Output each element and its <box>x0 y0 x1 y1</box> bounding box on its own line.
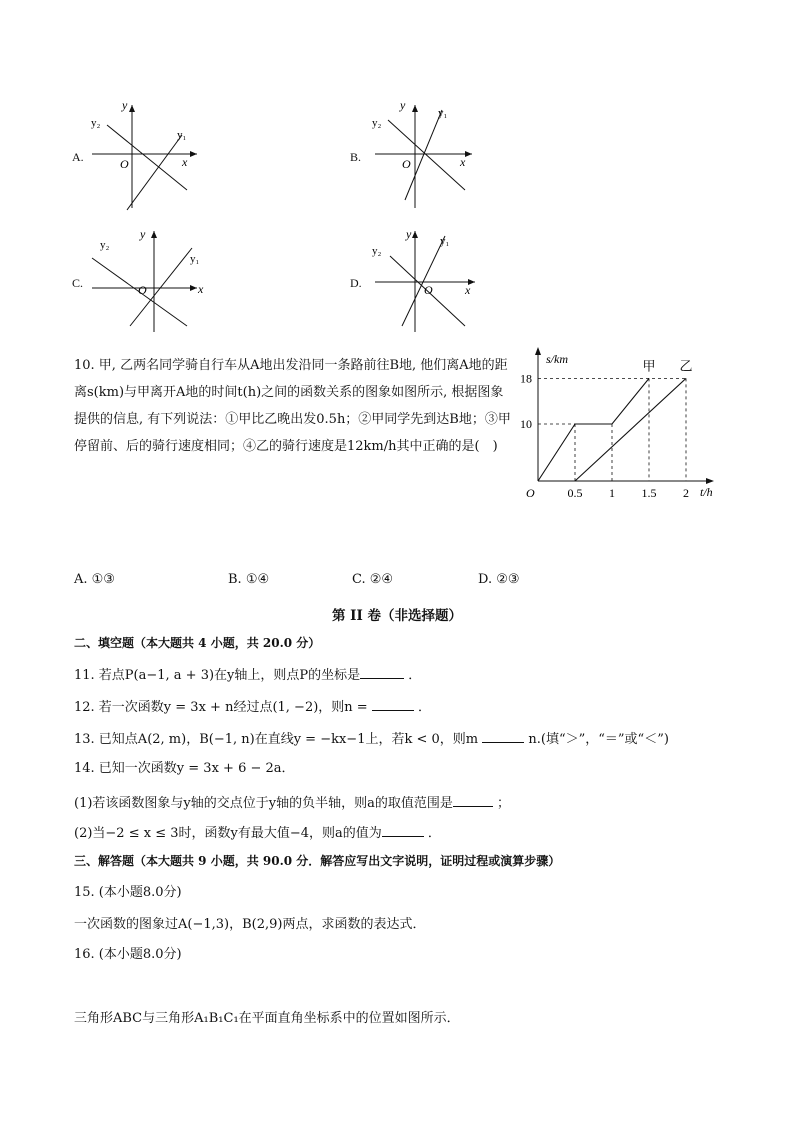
answer-blank[interactable] <box>382 822 424 837</box>
question-11-end: ． <box>408 668 422 683</box>
y-tick-label: 18 <box>520 371 532 386</box>
x-axis-label: x <box>198 282 204 296</box>
question-12-text: 12. 若一次函数y = 3x + n经过点(1, −2)，则n = <box>74 700 372 715</box>
y1-label: y₁ <box>440 235 450 247</box>
x-axis-label: t/h <box>700 485 713 499</box>
y-axis-label: y <box>406 227 412 241</box>
x-tick-label: 1 <box>609 486 615 500</box>
y2-label: y₂ <box>100 239 110 251</box>
y2-label: y₂ <box>91 117 101 129</box>
option-letter: A. <box>72 150 84 164</box>
question-12 <box>74 696 431 717</box>
question-14-part-1 <box>74 792 510 813</box>
y2-label: y₂ <box>372 245 382 257</box>
answer-option-a: A. ①③ <box>74 572 115 587</box>
question-13-text: 13. 已知点A(2, m)，B(−1, n)在直线y = −kx−1上，若k < 0，则m <box>74 732 479 747</box>
option-graph-b <box>350 100 490 215</box>
question-10-text: 10. 甲, 乙两名同学骑自行车从A地出发沿同一条路前往B地, 他们离A地的距离s(km)与甲离开A地的时间t(h)之间的函数关系的图象如图所示, 根据图象提供的信息, 有下列说法：①甲比乙晚出发0.5h；②甲同学先到达B地；③甲停留前、后的骑行速度相同；④乙的骑行速度是12km/h其中正确的是( ) <box>74 358 511 454</box>
origin-label: O <box>526 486 535 500</box>
section-2-heading: 二、填空题（本大题共 4 小题，共 20.0 分） <box>74 636 321 650</box>
series-label-1: 甲 <box>642 358 656 374</box>
section-3-heading: 三、解答题（本大题共 9 小题，共 90.0 分．解答应写出文字说明，证明过程或演算步骤） <box>74 854 561 868</box>
question-11 <box>74 664 421 685</box>
x-axis-label: x <box>465 283 471 297</box>
distance-time-chart <box>512 345 732 505</box>
question-14-stem: 14. 已知一次函数y = 3x + 6 − 2a． <box>74 761 295 776</box>
y1-label: y₁ <box>177 129 187 141</box>
question-11-text: 11. 若点P(a−1, a + 3)在y轴上，则点P的坐标是 <box>74 668 361 683</box>
y-tick-label: 10 <box>520 417 532 431</box>
origin-label: O <box>424 283 433 297</box>
question-13 <box>74 728 669 749</box>
answer-option-d: D. ②③ <box>478 572 520 587</box>
question-14-part-1-end: ； <box>497 796 511 811</box>
y-axis-label: y <box>140 227 146 241</box>
option-graph-a <box>72 100 212 215</box>
question-14-part-2-end: ． <box>427 826 441 841</box>
y1-label: y₁ <box>438 107 448 119</box>
answer-option-b: B. ①④ <box>228 572 270 587</box>
question-16-body: 三角形ABC与三角形A₁B₁C₁在平面直角坐标系中的位置如图所示． <box>74 1011 460 1026</box>
graph-a-svg <box>72 100 212 215</box>
y-axis-label: y <box>400 98 406 112</box>
x-tick-label: 1.5 <box>641 486 657 500</box>
question-12-end: ． <box>417 700 431 715</box>
answer-blank[interactable] <box>372 696 414 711</box>
answer-blank[interactable] <box>482 728 524 743</box>
series-line-1 <box>538 378 649 481</box>
option-letter: B. <box>350 150 362 164</box>
series-label-2: 乙 <box>679 358 693 374</box>
origin-label: O <box>402 157 411 171</box>
x-axis-label: x <box>182 155 188 169</box>
question-15-body: 一次函数的图象过A(−1,3)，B(2,9)两点，求函数的表达式． <box>74 917 426 932</box>
question-14-part-1-text: (1)若该函数图象与y轴的交点位于y轴的负半轴，则a的取值范围是 <box>74 796 453 811</box>
option-letter: D. <box>350 276 362 290</box>
option-graph-c <box>72 226 212 336</box>
question-16-heading: 16. (本小题8.0分) <box>74 947 182 962</box>
graph-b-svg <box>350 100 490 215</box>
x-tick-label: 0.5 <box>567 486 583 500</box>
x-axis-arrow <box>706 478 714 484</box>
option-graph-d <box>350 226 490 336</box>
question-15-heading: 15. (本小题8.0分) <box>74 885 182 900</box>
question-14-part-2-text: (2)当−2 ≤ x ≤ 3时，函数y有最大值−4，则a的值为 <box>74 826 382 841</box>
x-tick-label: 2 <box>683 486 689 500</box>
y2-label: y₂ <box>372 117 382 129</box>
x-axis-label: x <box>460 155 466 169</box>
answer-blank[interactable] <box>453 792 493 807</box>
part-2-title: 第 II 卷（非选择题） <box>331 608 463 624</box>
y-axis-arrow <box>535 347 541 355</box>
y-axis-label: y <box>122 98 128 112</box>
series-line-2 <box>575 378 686 481</box>
question-13-end: n.(填“＞”，“＝”或“＜”) <box>528 732 669 747</box>
answer-option-c: C. ②④ <box>352 572 394 587</box>
y-axis-label: s/km <box>546 352 568 366</box>
answer-blank[interactable] <box>360 664 404 679</box>
origin-label: O <box>138 283 147 297</box>
question-14-part-2 <box>74 822 441 843</box>
y1-label: y₁ <box>190 253 200 265</box>
option-letter: C. <box>72 276 84 290</box>
graph-d-svg <box>350 226 490 336</box>
graph-c-svg <box>72 226 212 336</box>
origin-label: O <box>120 157 129 171</box>
